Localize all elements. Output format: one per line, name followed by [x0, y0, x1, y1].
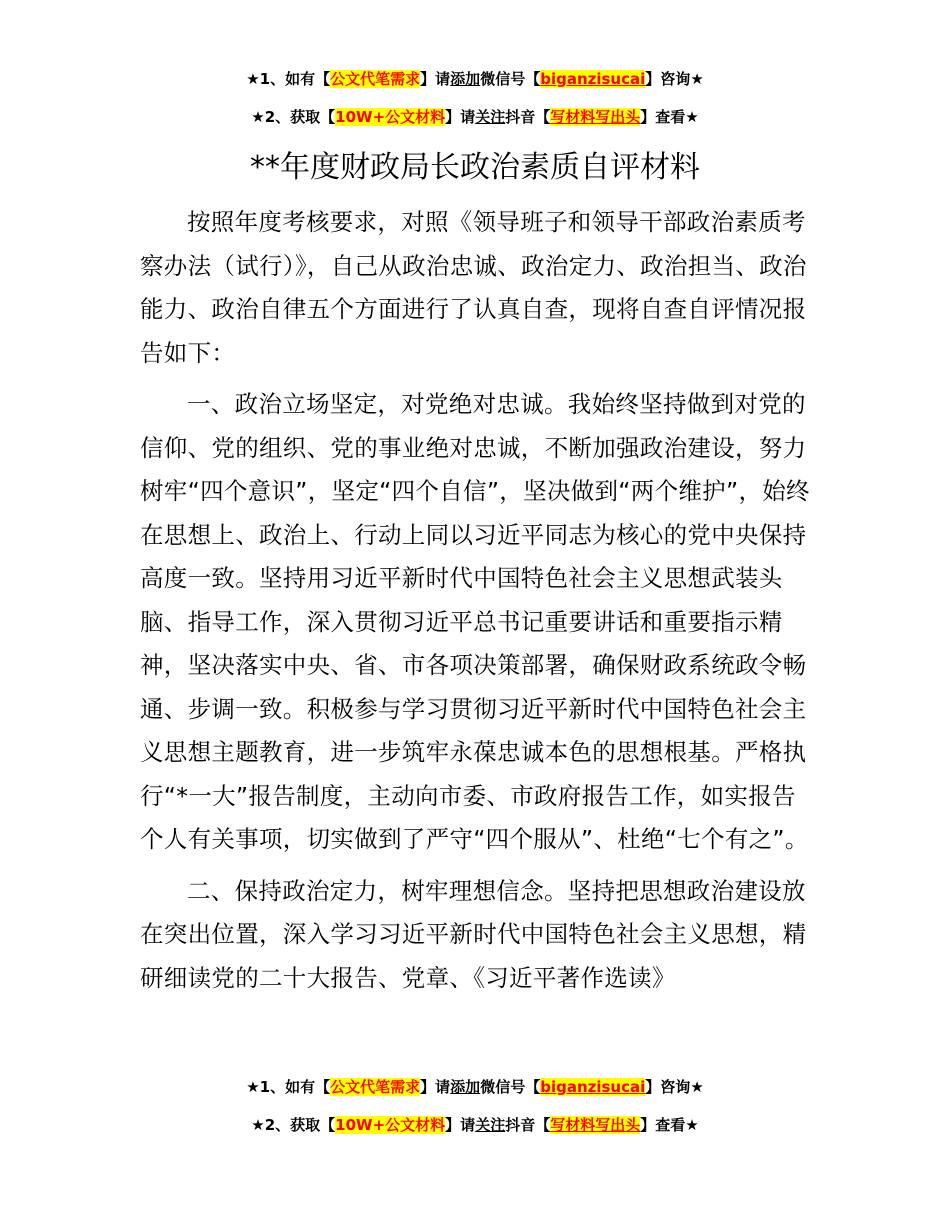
highlight-service: 公文代笔需求 [330, 70, 421, 88]
star-icon: ★ [690, 70, 704, 88]
star-icon: ★ [246, 1078, 260, 1096]
paragraph-intro: 按照年度考核要求，对照《领导班子和领导干部政治素质考察办法（试行）》，自己从政治忠诚、政治定力、政治担当、政治能力、政治自律五个方面进行了认真自查，现将自查自评情况报告如下： [140, 208, 807, 367]
wechat-id: biganzisucai [540, 70, 646, 88]
promo-line-bottom-2: ★2、获取【10W+公文材料】请关注抖音【写材料写出头】查看★ [251, 1116, 699, 1134]
document-body [140, 201, 812, 1008]
douyin-id: 写材料写出头 [550, 1116, 641, 1134]
promo-line-top-2: ★2、获取【10W+公文材料】请关注抖音【写材料写出头】查看★ [251, 108, 699, 126]
star-icon: ★ [251, 1116, 265, 1134]
highlight-materials: 10W+公文材料 [335, 108, 446, 126]
promo-line-bottom-1: ★1、如有【公文代笔需求】请添加微信号【biganzisucai】咨询★ [246, 1078, 704, 1096]
paragraph-section-1: 一、政治立场坚定，对党绝对忠诚。我始终坚持做到对党的信仰、党的组织、党的事业绝对忠诚，不断加强政治建设，努力树牢“四个意识”，坚定“四个自信”，坚决做到“两个维护”，始终在思想上、政治上、行动上同以习近平同志为核心的党中央保持高度一致。坚持用习近平新时代中国特色社会主义思想武装头脑、指导工作，深入贯彻习近平总书记重要讲话和重要指示精神，坚决落实中央、省、市各项决策部署，确保财政系统政令畅通、步调一致。积极参与学习贯彻习近平新时代中国特色社会主义思想主题教育，进一步筑牢永葆忠诚本色的思想根基。严格执行“*一大”报告制度，主动向市委、市政府报告工作，如实报告个人有关事项，切实做到了严守“四个服从”、杜绝“七个有之”。 [140, 390, 810, 853]
douyin-id: 写材料写出头 [550, 108, 641, 126]
promo-line-top-1: ★1、如有【公文代笔需求】请添加微信号【biganzisucai】咨询★ [246, 70, 704, 88]
star-icon: ★ [685, 108, 699, 126]
paragraph-section-2: 二、保持政治定力，树牢理想信念。坚持把思想政治建设放在突出位置，深入学习习近平新时代中国特色社会主义思想，精研细读党的二十大报告、党章、《习近平著作选读》 [140, 876, 807, 992]
highlight-service: 公文代笔需求 [330, 1078, 421, 1096]
wechat-id: biganzisucai [540, 1078, 646, 1096]
highlight-materials: 10W+公文材料 [335, 1116, 446, 1134]
document-title: **年度财政局长政治素质自评材料 [250, 150, 700, 185]
star-icon: ★ [685, 1116, 699, 1134]
star-icon: ★ [246, 70, 260, 88]
star-icon: ★ [690, 1078, 704, 1096]
star-icon: ★ [251, 108, 265, 126]
